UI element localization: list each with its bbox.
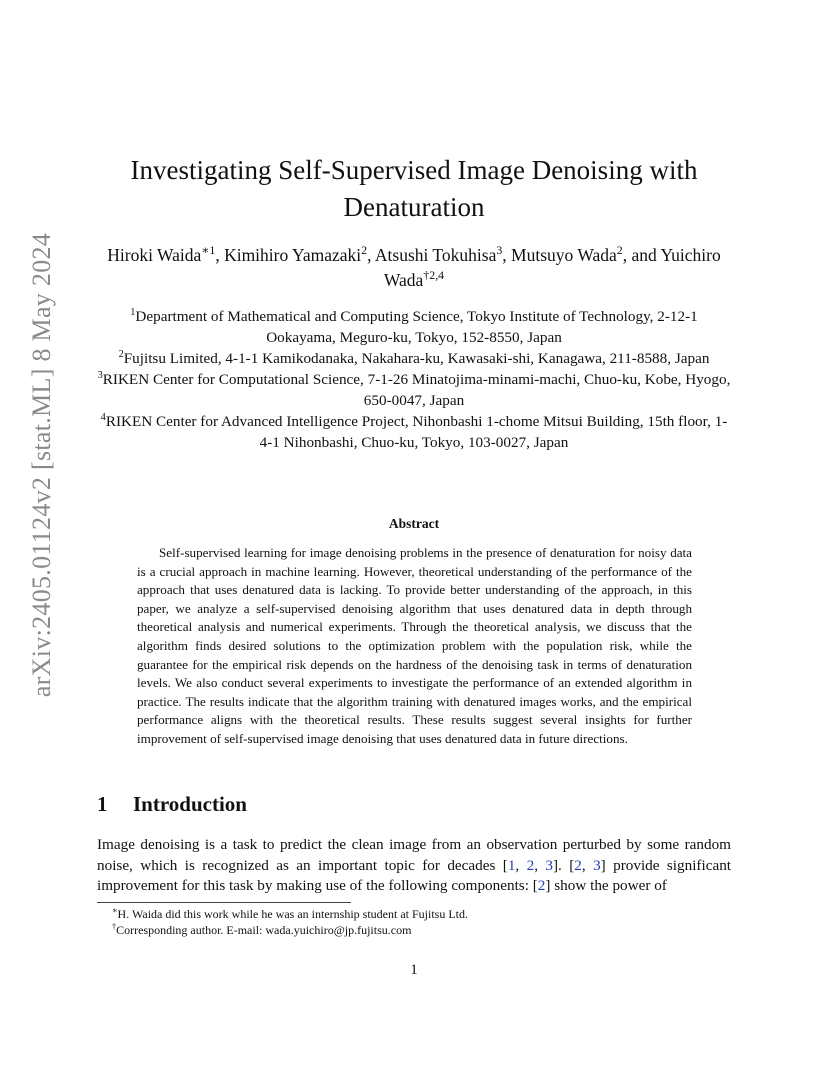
author-list: Hiroki Waida$^{∗1}$, Kimihiro Yamazaki$^2$, Atsushi Tokuhisa$^3$, Mutsuyo Wada$^2$, and Yuichiro Wada$^{\dagger 2,4}$ (107, 243, 721, 290)
author-mark: 3 (496, 243, 503, 258)
affiliation-list (96, 306, 732, 453)
affiliation-item (96, 348, 732, 369)
author-name: Atsushi Tokuhisa (374, 245, 497, 265)
footnote-item (112, 906, 468, 922)
intro-text: ] show the power of (545, 877, 667, 895)
paper-title: Investigating Self-Supervised Image Denoising with Denaturation (130, 155, 698, 222)
abstract-text: Self-supervised learning for image denoising problems in the presence of denaturation for noisy data is a crucial approach in machine learning. However, theoretical understanding of the performance of the approach that uses denatured data is lacking. To provide better understanding of the approach, in this paper, we analyze a self-supervised denoising algorithm that uses denatured data in depth through theoretical analysis and numerical experiments. Through the theoretical analysis, we discuss that the algorithm finds desired solutions to the optimization problem with the population risk, while the guarantee for the empirical risk depends on the hardness of the denoising task in terms of denaturation levels. We also conduct several experiments to investigate the performance of an extended algorithm in practice. The results indicate that the algorithm training with denatured images works, and the empirical performance aligns with the theoretical results. These results suggest several insights for further improvement of self-supervised image denoising that uses denatured data in future directions. (137, 545, 692, 746)
affiliation-text: RIKEN Center for Computational Science, 7-1-26 Minatojima-minami-machi, Chuo-ku, Kobe, Hyogo, 650-0047, Japan (102, 371, 731, 409)
arxiv-identifier: arXiv:2405.01124v2 [stat.ML] 8 May 2024 (27, 232, 56, 698)
affiliation-number: 4 (100, 411, 106, 423)
author-name: Kimihiro Yamazaki (224, 245, 362, 265)
citation-link[interactable]: 2 (574, 856, 582, 874)
affiliation-number: 1 (130, 306, 136, 318)
intro-text: Image denoising is a task to predict the clean image from an observation perturbed by some random noise, which is recognized as an important topic for decades [ (97, 836, 731, 874)
citation-link[interactable]: 3 (545, 856, 553, 874)
intro-text: ] provide significant improvement for this task by making use of the following components: [ (97, 856, 732, 895)
author-mark: 2 (616, 243, 623, 258)
citation-link[interactable]: 2 (537, 877, 546, 895)
author-mark: †2,4 (423, 268, 445, 283)
footnote-mark: ∗ (112, 906, 118, 915)
footnote-divider (97, 902, 351, 903)
abstract-heading: Abstract (388, 516, 440, 531)
footnote-text: Corresponding author. E-mail: wada.yuichiro@jp.fujitsu.com (116, 923, 412, 937)
section-number: 1 (97, 792, 108, 816)
affiliation-text: Department of Mathematical and Computing Science, Tokyo Institute of Technology, 2-12-1 Ookayama, Meguro-ku, Tokyo, 152-8550, Japan (135, 308, 698, 346)
intro-text: ]. [ (552, 856, 575, 874)
citation-link[interactable]: 3 (593, 856, 601, 874)
author-name: Hiroki Waida (107, 245, 202, 265)
author-name: Yuichiro Wada (383, 245, 721, 290)
citation-link[interactable]: 1 (507, 856, 516, 874)
section-title: Introduction (133, 792, 247, 816)
citation-link[interactable]: 2 (526, 856, 535, 874)
footnote-mark: † (112, 922, 117, 931)
author-name: Mutsuyo Wada (511, 245, 617, 265)
arxiv-side-stamp (22, 160, 62, 770)
affiliation-number: 3 (97, 369, 103, 381)
affiliation-item (96, 306, 732, 348)
affiliation-text: RIKEN Center for Advanced Intelligence Project, Nihonbashi 1-chome Mitsui Building, 15th floor, 1-4-1 Nihonbashi, Chuo-ku, Tokyo, 103-0027, Japan (105, 413, 728, 451)
affiliation-item (96, 369, 732, 411)
page-number: 1 (410, 962, 418, 978)
author-mark: 2 (361, 243, 368, 258)
footnotes (112, 906, 468, 938)
affiliation-number: 2 (118, 348, 124, 360)
affiliation-item (96, 411, 732, 453)
footnote-item (112, 922, 468, 938)
author-mark: ∗1 (201, 243, 216, 258)
footnote-text: H. Waida did this work while he was an internship student at Fujitsu Ltd. (117, 907, 468, 921)
affiliation-text: Fujitsu Limited, 4-1-1 Kamikodanaka, Nakahara-ku, Kawasaki-shi, Kanagawa, 211-8588, Japan (123, 350, 710, 367)
intro-paragraph: Image denoising is a task to predict the clean image from an observation perturbed by some random noise, which is recognized as an important topic for decades [1, 2, 3]. [2, 3] provide significant improvement for this task by making use of the following components: [2] show the power of (97, 836, 732, 895)
section-heading (97, 792, 247, 817)
